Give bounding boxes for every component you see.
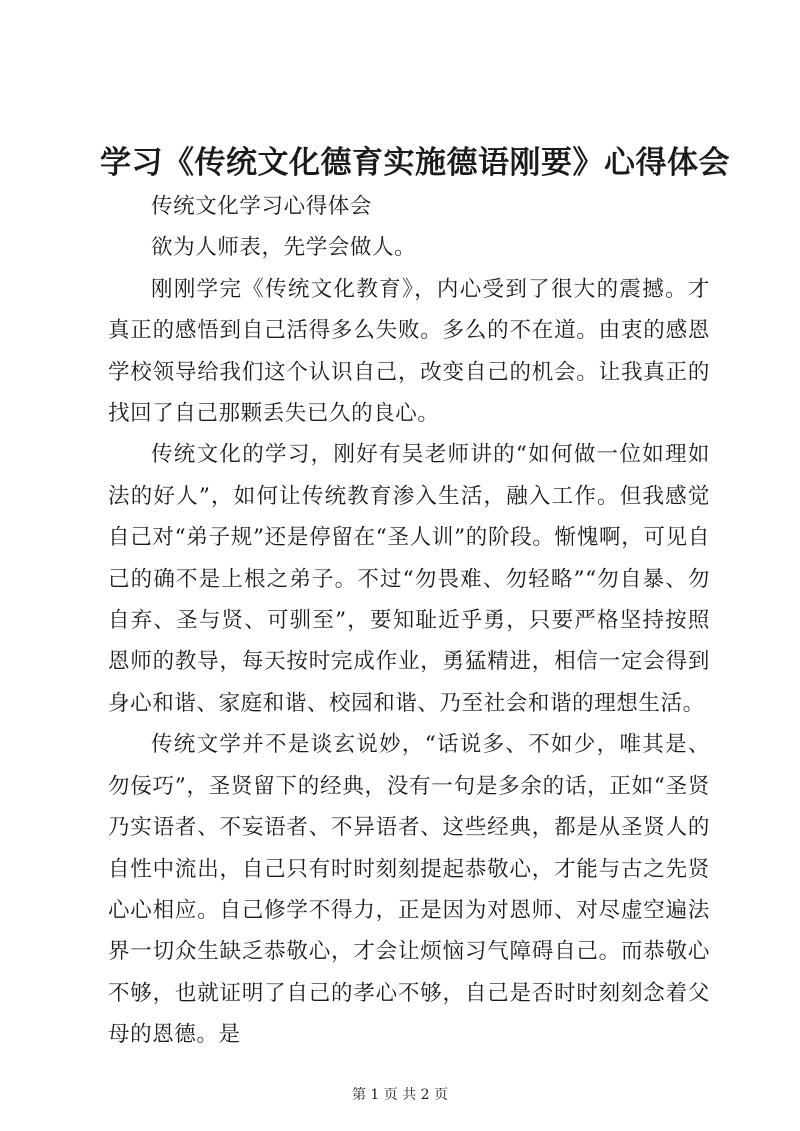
- paragraph-subtitle: 传统文化学习心得体会: [151, 194, 373, 219]
- page-number-footer: 第 1 页 共 2 页: [351, 1087, 449, 1103]
- document-body: [108, 186, 710, 1056]
- paragraph: 传统文学并不是谈玄说妙，“话说多、不如少，唯其是、勿佞巧”，圣贤留下的经典，没有一句是多余的话，正如“圣贤乃实语者、不妄语者、不异语者、这些经典，都是从圣贤人的自性中流出，自己只有时时刻刻提起恭敬心，才能与古之先贤心心相应。自己修学不得力，正是因为对恩师、对尽虚空遍法界一切众生缺乏恭敬心，才会让烦恼习气障碍自己。而恭敬心不够，也就证明了自己的孝心不够，自己是否时时刻刻念着父母的恩德。是: [108, 732, 710, 1048]
- paragraph: 传统文化的学习，刚好有吴老师讲的“如何做一位如理如法的好人”，如何让传统教育渗入生活，融入工作。但我感觉自己对“弟子规”还是停留在“圣人训”的阶段。惭愧啊，可见自己的确不是上根之弟子。不过“勿畏难、勿轻略”“勿自暴、勿自弃、圣与贤、可驯至”，要知耻近乎勇，只要严格坚持按照恩师的教导，每天按时完成作业，勇猛精进，相信一定会得到身心和谐、家庭和谐、校园和谐、乃至社会和谐的理想生活。: [108, 442, 710, 716]
- paragraph-motto: 欲为人师表，先学会做人。: [151, 235, 417, 261]
- document-title: 学习《传统文化德育实施德语刚要》心得体会: [100, 145, 730, 181]
- paragraph: 刚刚学完《传统文化教育》，内心受到了很大的震撼。才真正的感悟到自己活得多么失败。多么的不在道。由衷的感恩学校领导给我们这个认识自己，改变自己的机会。让我真正的找回了自己那颗丢失已久的良心。: [108, 276, 710, 427]
